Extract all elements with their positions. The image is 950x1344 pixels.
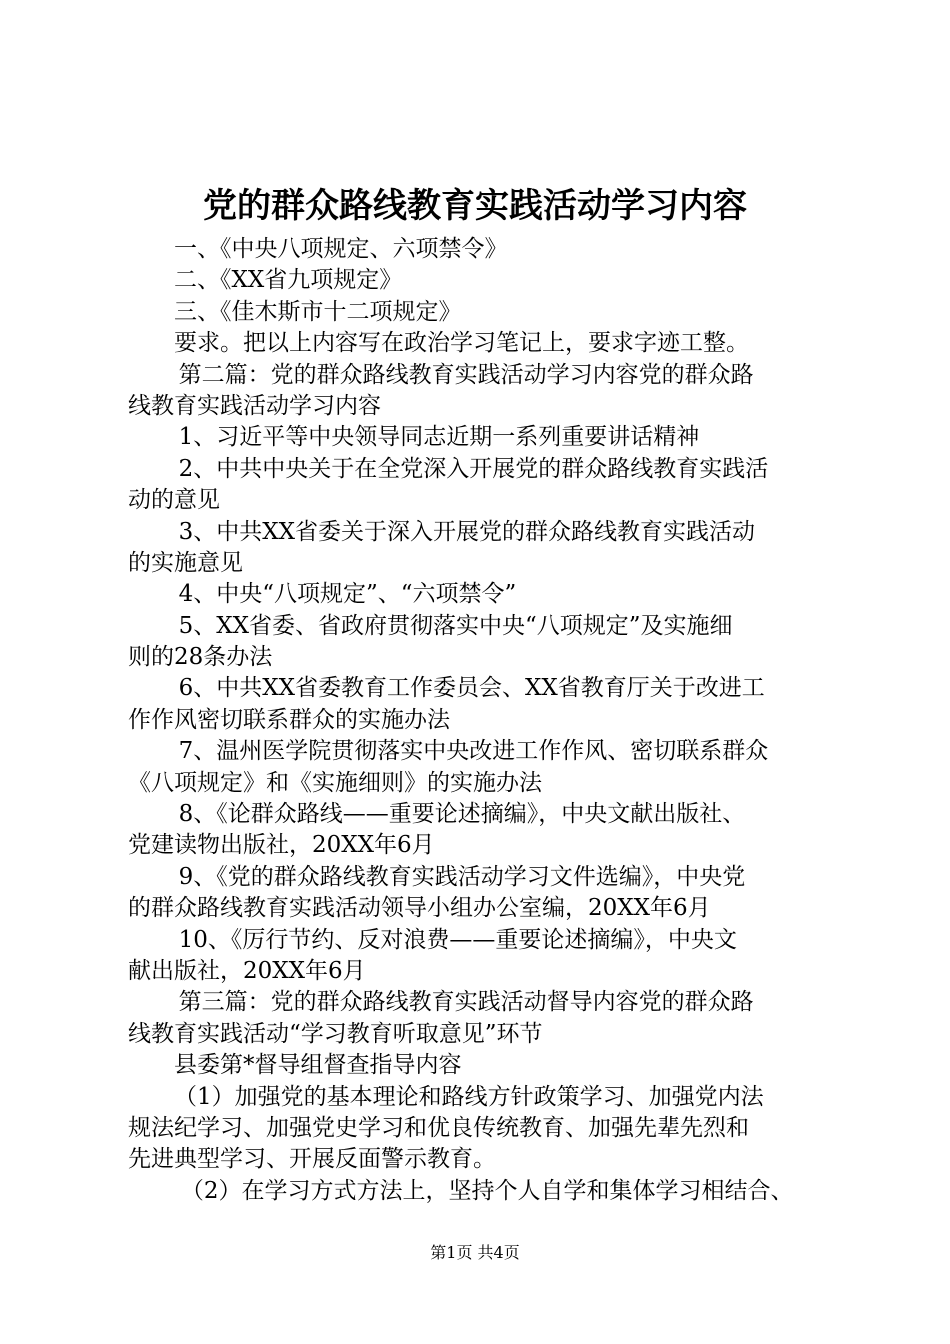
- text-line: 作作风密切联系群众的实施办法: [128, 706, 450, 733]
- text-line: 县委第*督导组督查指导内容: [174, 1052, 462, 1079]
- text-line: 线教育实践活动“学习教育听取意见”环节: [128, 1020, 543, 1047]
- text-line: 5、XX省委、省政府贯彻落实中央“八项规定”及实施细: [178, 612, 733, 639]
- text-line: 动的意见: [128, 487, 220, 514]
- document-title: 党的群众路线教育实践活动学习内容: [203, 186, 747, 226]
- text-line: 7、温州医学院贯彻落实中央改进工作作风、密切联系群众: [178, 738, 769, 765]
- text-line: 规法纪学习、加强党史学习和优良传统教育、加强先辈先烈和: [128, 1114, 749, 1141]
- text-line: 第二篇：党的群众路线教育实践活动学习内容党的群众路: [178, 361, 754, 388]
- text-line: 线教育实践活动学习内容: [128, 392, 381, 419]
- text-line: 则的28条办法: [128, 644, 273, 671]
- text-line: 先进典型学习、开展反面警示教育。: [128, 1146, 496, 1173]
- text-line: 10、《厉行节约、反对浪费——重要论述摘编》，中央文: [178, 926, 737, 953]
- text-line: 的实施意见: [128, 549, 243, 576]
- text-line: 6、中共XX省委教育工作委员会、XX省教育厅关于改进工: [178, 675, 765, 702]
- text-line: 第三篇：党的群众路线教育实践活动督导内容党的群众路: [178, 989, 754, 1016]
- text-line: 一、《中央八项规定、六项禁令》: [174, 236, 508, 262]
- page-footer: 第1页 共4页: [430, 1243, 520, 1262]
- text-line: （2）在学习方式方法上，坚持个人自学和集体学习相结合、: [180, 1177, 794, 1204]
- text-line: 2、中共中央关于在全党深入开展党的群众路线教育实践活: [178, 455, 769, 482]
- text-line: 党建读物出版社，20XX年6月: [128, 832, 435, 859]
- text-line: 二、《XX省九项规定》: [174, 267, 403, 294]
- text-line: 1、习近平等中央领导同志近期一系列重要讲话精神: [178, 424, 700, 451]
- text-line: 3、中共XX省委关于深入开展党的群众路线教育实践活动: [178, 518, 755, 545]
- text-line: 4、中央“八项规定”、“六项禁令”: [178, 581, 517, 608]
- text-line: 《八项规定》和《实施细则》的实施办法: [128, 769, 542, 796]
- text-line: 8、《论群众路线——重要论述摘编》，中央文献出版社、: [178, 801, 746, 828]
- text-line: 9、《党的群众路线教育实践活动学习文件选编》，中央党: [178, 863, 746, 890]
- text-line: 要求。把以上内容写在政治学习笔记上，要求字迹工整。: [174, 330, 749, 357]
- document-body: [128, 234, 848, 1207]
- text-line: 的群众路线教育实践活动领导小组办公室编，20XX年6月: [128, 895, 711, 922]
- text-line: （1）加强党的基本理论和路线方针政策学习、加强党内法: [174, 1083, 764, 1110]
- text-line: 三、《佳木斯市十二项规定》: [174, 298, 462, 325]
- text-line: 献出版社，20XX年6月: [128, 957, 366, 984]
